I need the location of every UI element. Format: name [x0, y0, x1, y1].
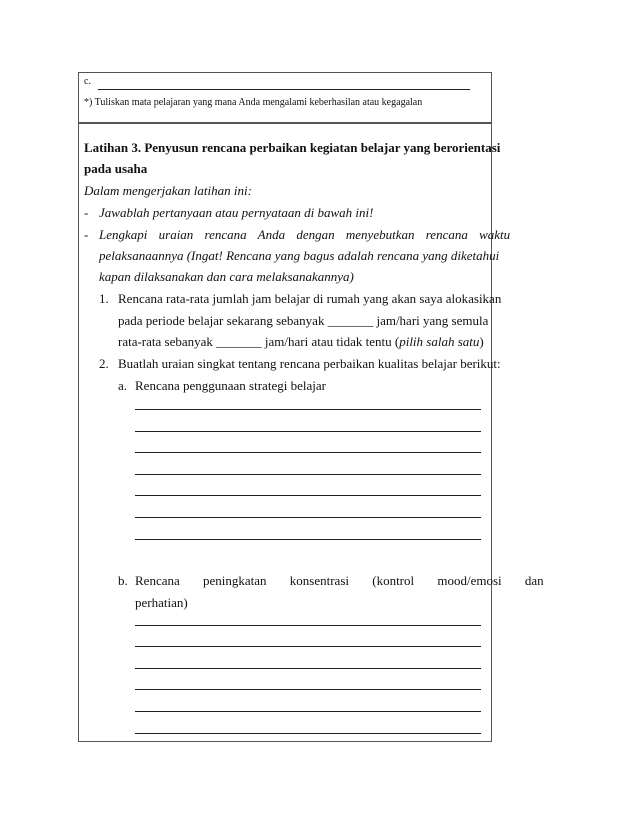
- bullet1-text: Jawablah pertanyaan atau pernyataan di bawah ini!: [99, 205, 374, 220]
- item-c-label: c.: [84, 76, 91, 87]
- question1-line3: rata-rata sebanyak _______ jam/hari atau tidak tentu (pilih salah satu): [118, 334, 484, 349]
- answer-line[interactable]: [135, 646, 481, 647]
- question2-text: Buatlah uraian singkat tentang rencana perbaikan kualitas belajar berikut:: [118, 356, 501, 371]
- bullet-marker: -: [84, 227, 89, 242]
- footnote: *) Tuliskan mata pelajaran yang mana Anda mengalami keberhasilan atau kegagalan: [84, 97, 423, 108]
- item-b-line1: Rencana peningkatan konsentrasi (kontrol mood/emosi dan: [135, 573, 544, 588]
- answer-line[interactable]: [135, 452, 481, 453]
- answer-line[interactable]: [135, 517, 481, 518]
- answer-line[interactable]: [135, 495, 481, 496]
- answer-line[interactable]: [135, 431, 481, 432]
- question2-number: 2.: [99, 356, 109, 371]
- item-a-text: Rencana penggunaan strategi belajar: [135, 378, 326, 393]
- question1-number: 1.: [99, 291, 109, 306]
- answer-line[interactable]: [135, 539, 481, 540]
- bullet2-line2: pelaksanaannya (Ingat! Rencana yang bagus adalah rencana yang diketahui: [99, 248, 500, 263]
- bullet-marker: -: [84, 205, 89, 220]
- item-a-label: a.: [118, 378, 128, 393]
- item-b-label: b.: [118, 573, 128, 588]
- answer-line[interactable]: [135, 409, 481, 410]
- exercise-title-line2: pada usaha: [84, 161, 148, 176]
- answer-line[interactable]: [135, 689, 481, 690]
- answer-line[interactable]: [135, 474, 481, 475]
- answer-line[interactable]: [135, 711, 481, 712]
- item-b-line2: perhatian): [135, 595, 188, 610]
- bullet2-line3: kapan dilaksanakan dan cara melaksanakannya): [99, 269, 354, 284]
- instructions-intro: Dalam mengerjakan latihan ini:: [84, 183, 252, 198]
- exercise-title-line1: Latihan 3. Penyusun rencana perbaikan kegiatan belajar yang berorientasi: [84, 140, 501, 155]
- question1-line1: Rencana rata-rata jumlah jam belajar di rumah yang akan saya alokasikan: [118, 291, 502, 306]
- answer-line[interactable]: [135, 625, 481, 626]
- item-c-answer-line[interactable]: [98, 89, 470, 90]
- answer-line[interactable]: [135, 733, 481, 734]
- answer-line[interactable]: [135, 668, 481, 669]
- question1-line2: pada periode belajar sekarang sebanyak _______ jam/hari yang semula: [118, 313, 489, 328]
- question1-choice-note: pilih salah satu: [399, 334, 480, 349]
- bullet2-line1: Lengkapi uraian rencana Anda dengan menyebutkan rencana waktu: [99, 227, 511, 242]
